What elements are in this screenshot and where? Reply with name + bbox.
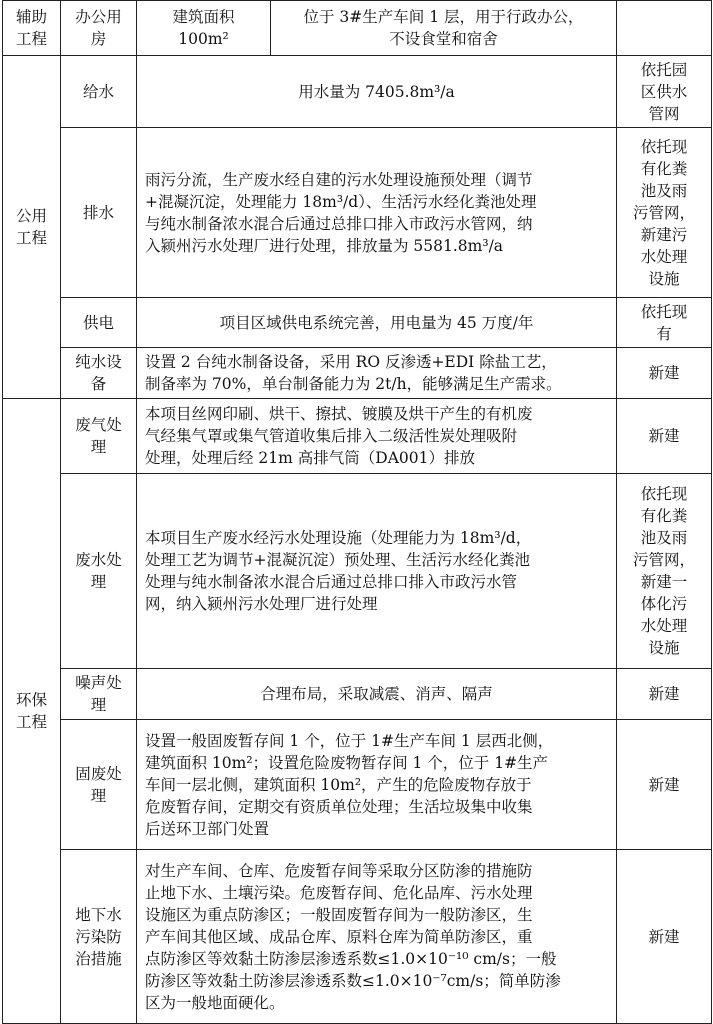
table-row bbox=[3, 474, 712, 669]
table-row bbox=[3, 669, 712, 720]
note-cell: 依托现 有化粪 池及雨 污管网， 新建污 水处理 设施 bbox=[617, 128, 712, 298]
table-row bbox=[3, 399, 712, 474]
content-cell: 用水量为 7405.8m³/a bbox=[137, 56, 617, 128]
note-cell: 依托现 有化粪 池及雨 污管网， 新建一 体化污 水处理 设施 bbox=[617, 474, 712, 669]
item-name-cell: 纯水设 备 bbox=[61, 348, 137, 399]
note-cell: 新建 bbox=[617, 669, 712, 720]
item-name-cell: 噪声处 理 bbox=[61, 669, 137, 720]
table-row bbox=[3, 298, 712, 348]
sub-name-cell: 建筑面积 100m² bbox=[137, 1, 271, 56]
content-cell: 合理布局，采取减震、消声、隔声 bbox=[137, 669, 617, 720]
note-cell: 依托园 区供水 管网 bbox=[617, 56, 712, 128]
content-cell: 本项目丝网印刷、烘干、擦拭、镀膜及烘干产生的有机废 气经集气罩或集气管道收集后排入二级活性炭处理吸附 处理，处理后经 21m 高排气筒（DA001）排放 bbox=[137, 399, 617, 474]
item-name-cell: 固废处 理 bbox=[61, 720, 137, 850]
note-cell: 新建 bbox=[617, 850, 712, 1024]
note-cell: 依托现 有 bbox=[617, 298, 712, 348]
item-name-cell: 办公用 房 bbox=[61, 1, 137, 56]
table-row bbox=[3, 56, 712, 128]
content-cell: 设置 2 台纯水制备设备，采用 RO 反渗透+EDI 除盐工艺， 制备率为 70%，单台制备能力为 2t/h，能够满足生产需求。 bbox=[137, 348, 617, 399]
item-name-cell: 废水处 理 bbox=[61, 474, 137, 669]
content-cell: 雨污分流，生产废水经自建的污水处理设施预处理（调节 +混凝沉淀，处理能力 18m³/d）、生活污水经化粪池处理 与纯水制备浓水混合后通过总排口排入市政污水管网，纳 入颍州污水处理厂进行处理，排放量为 5581.8m³/a bbox=[137, 128, 617, 298]
item-name-cell: 废气处 理 bbox=[61, 399, 137, 474]
content-cell: 本项目生产废水经污水处理设施（处理能力为 18m³/d， 处理工艺为调节+混凝沉淀）预处理、生活污水经化粪池 处理与纯水制备浓水混合后通过总排口排入市政污水管 网，纳入颍州污水处理厂进行处理 bbox=[137, 474, 617, 669]
table-row bbox=[3, 348, 712, 399]
note-cell: 新建 bbox=[617, 399, 712, 474]
note-cell bbox=[617, 1, 712, 56]
project-composition-table bbox=[2, 0, 712, 1024]
content-cell: 位于 3#生产车间 1 层，用于行政办公， 不设食堂和宿舍 bbox=[271, 1, 617, 56]
table-row bbox=[3, 720, 712, 850]
content-cell: 对生产车间、仓库、危废暂存间等采取分区防渗的措施防 止地下水、土壤污染。危废暂存间、危化品库、污水处理 设施区为重点防渗区；一般固废暂存间为一般防渗区，生 产车间其他区域、成品仓库、原料仓库为简单防渗区，重 点防渗区等效黏土防渗层渗透系数≤1.0×10⁻¹⁰ cm/s；一般 防渗区等效黏土防渗层渗透系数≤1.0×10⁻⁷cm/s；简单防渗 区为一般地面硬化。 bbox=[137, 850, 617, 1024]
table-row bbox=[3, 1, 712, 56]
item-name-cell: 地下水 污染防 治措施 bbox=[61, 850, 137, 1024]
category-cell: 公用 工程 bbox=[3, 56, 61, 399]
item-name-cell: 给水 bbox=[61, 56, 137, 128]
item-name-cell: 供电 bbox=[61, 298, 137, 348]
content-cell: 项目区域供电系统完善，用电量为 45 万度/年 bbox=[137, 298, 617, 348]
category-cell: 环保 工程 bbox=[3, 399, 61, 1024]
content-cell: 设置一般固废暂存间 1 个，位于 1#生产车间 1 层西北侧， 建筑面积 10m²；设置危险废物暂存间 1 个，位于 1#生产 车间一层北侧，建筑面积 10m²，产生的危险废物存放于 危废暂存间，定期交有资质单位处理；生活垃圾集中收集 后送环卫部门处置 bbox=[137, 720, 617, 850]
category-cell: 辅助 工程 bbox=[3, 1, 61, 56]
table-row bbox=[3, 128, 712, 298]
table-row bbox=[3, 850, 712, 1024]
note-cell: 新建 bbox=[617, 720, 712, 850]
item-name-cell: 排水 bbox=[61, 128, 137, 298]
note-cell: 新建 bbox=[617, 348, 712, 399]
